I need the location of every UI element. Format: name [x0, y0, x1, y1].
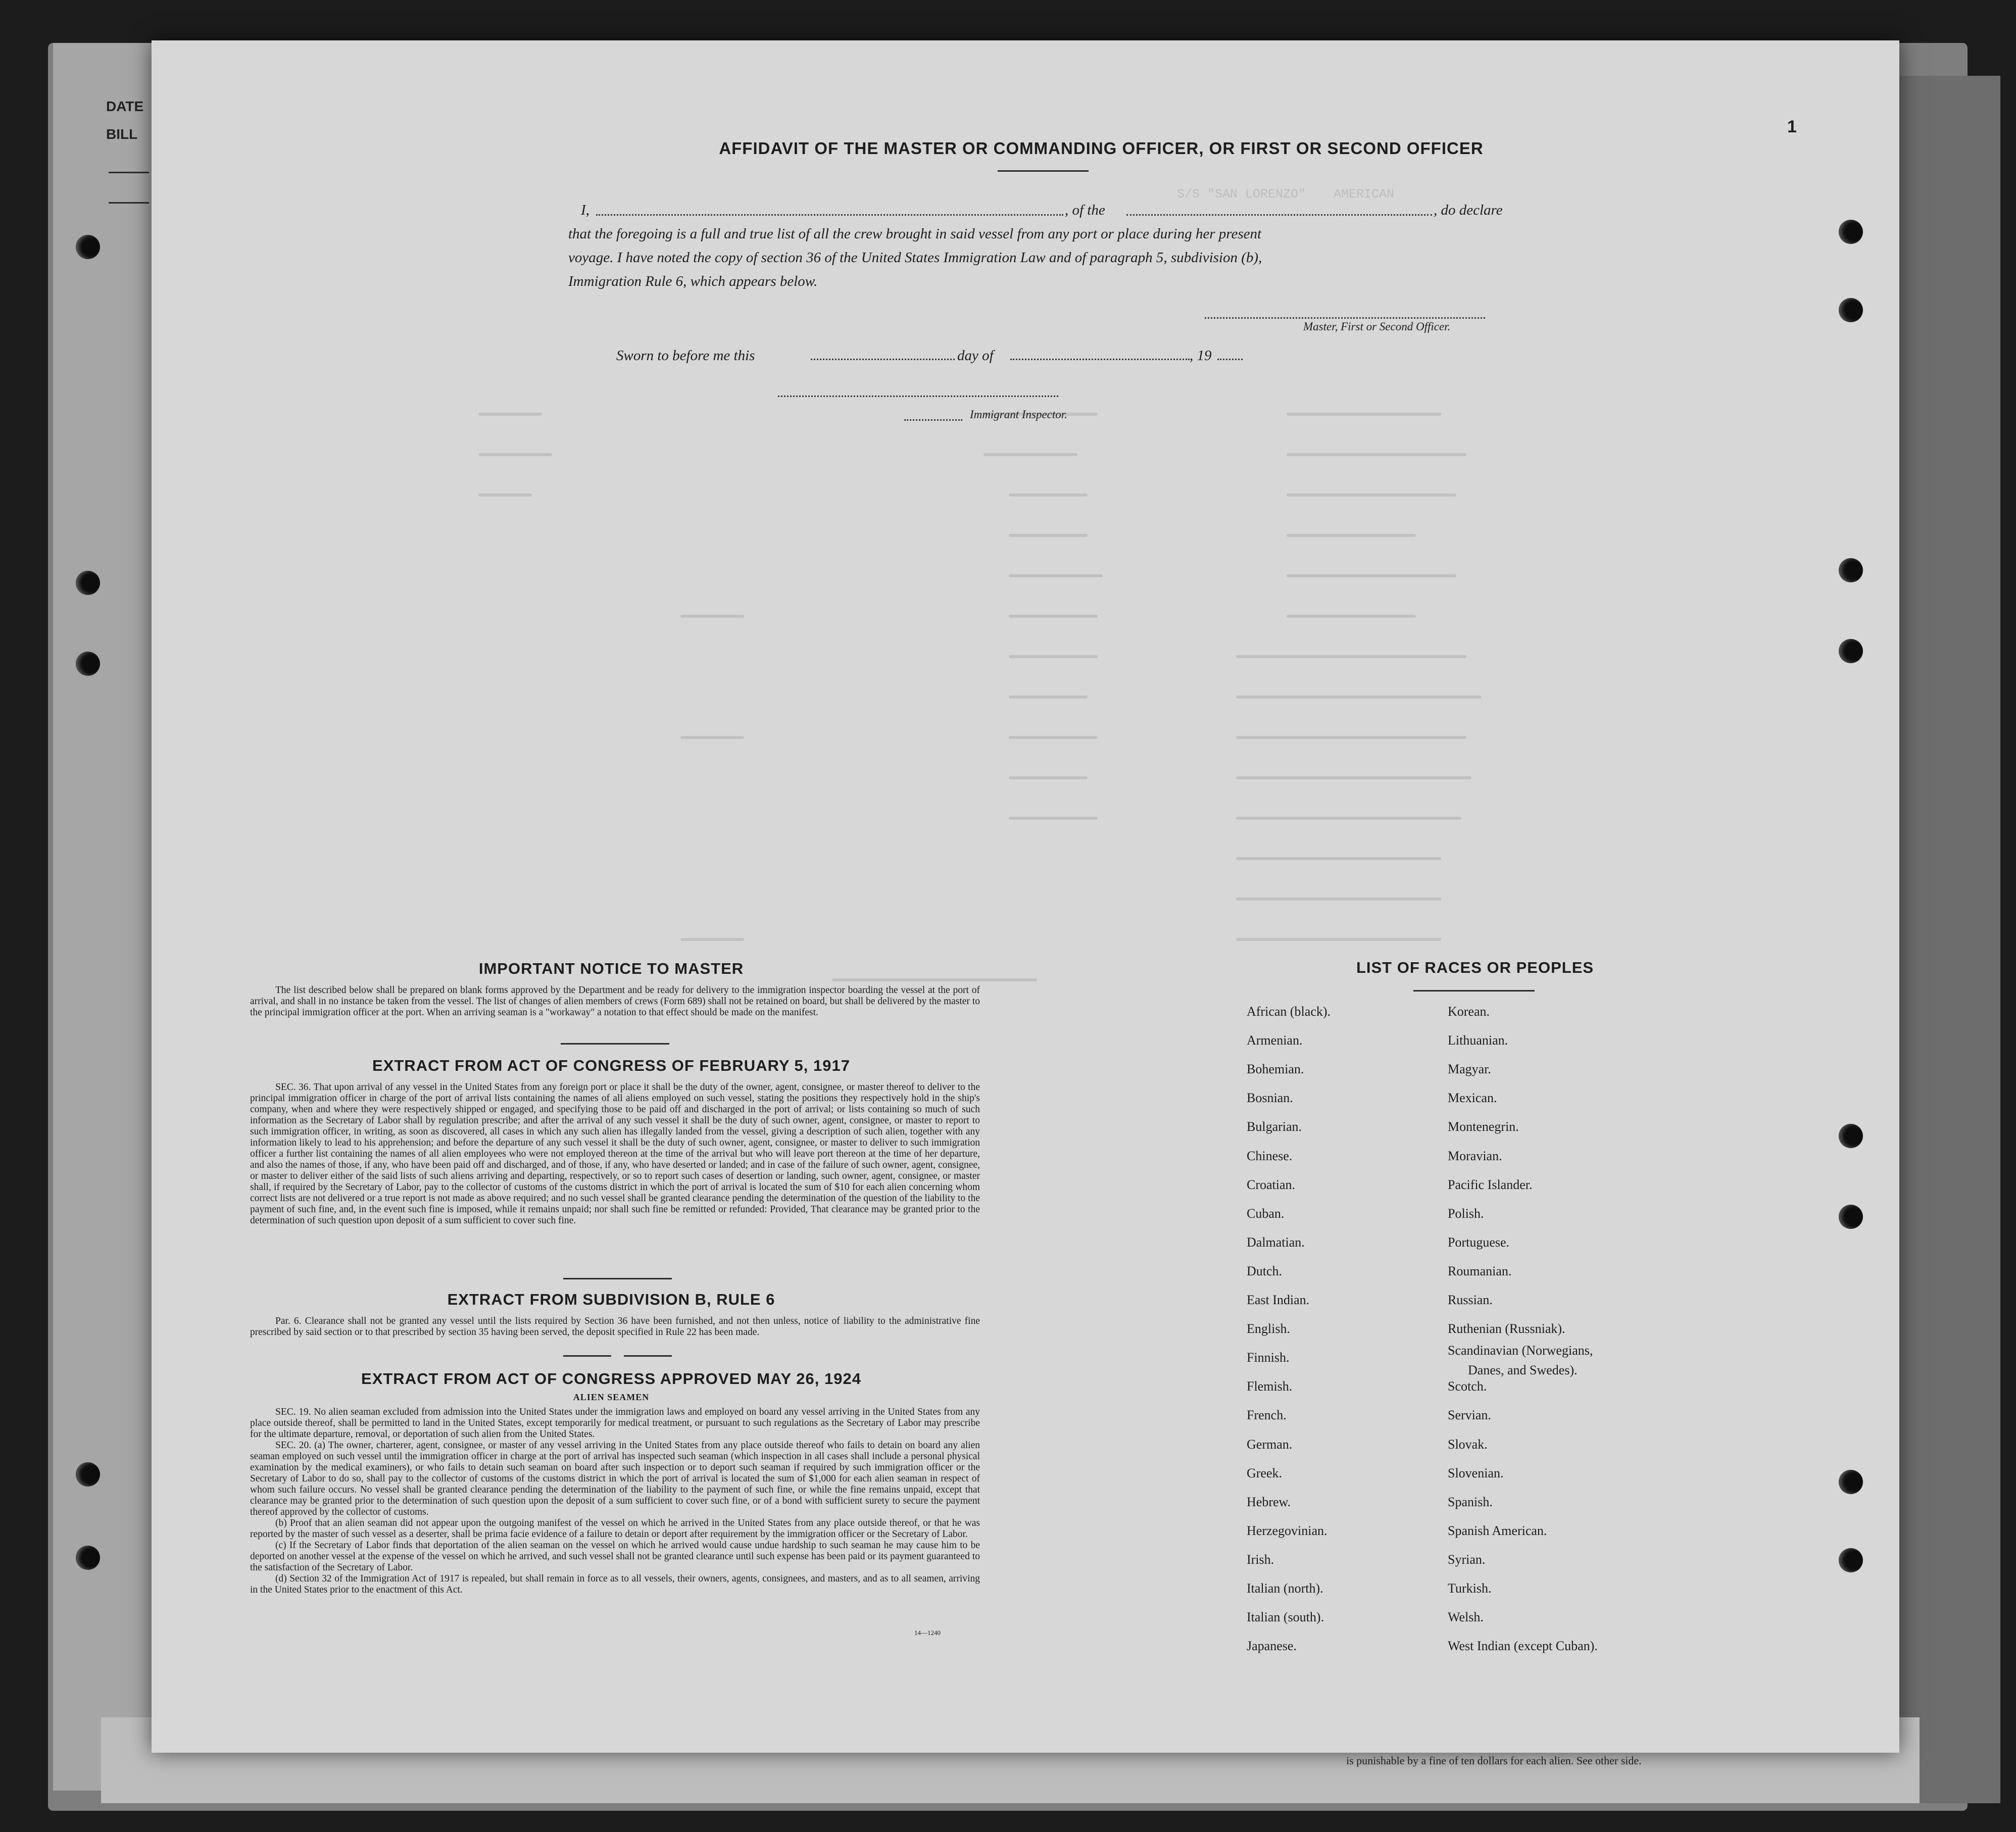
race-item-continuation: Danes, and Swedes). [1468, 1363, 1578, 1378]
binder-hole [76, 235, 100, 259]
race-item: Chinese. [1247, 1148, 1293, 1163]
affidavit-line1-i: I, [581, 202, 589, 218]
binder-hole [1839, 298, 1863, 322]
extract-1917-title: EXTRACT FROM ACT OF CONGRESS OF FEBRUARY 5, 1917 [372, 1057, 850, 1074]
margin-label-bill: BILL [106, 126, 138, 142]
extract-1924-paragraph: (d) Section 32 of the Immigration Act of 1917 is repealed, but shall remain in force as to all vessels, their owners, agents, consignees, and masters, and as to all seamen, arriving in the United States prior to the enactment of this Act. [250, 1573, 980, 1595]
vessel-blank [1126, 214, 1432, 216]
binder-hole [1839, 1548, 1863, 1572]
extract-1924-body [250, 1407, 980, 1596]
sworn-text: Sworn to before me this [616, 348, 755, 364]
inspector-caption: Immigrant Inspector. [970, 408, 1067, 421]
race-item: Slovenian. [1448, 1465, 1504, 1480]
race-item: English. [1247, 1321, 1290, 1336]
sworn-month-blank [1010, 359, 1190, 360]
master-name-blank [596, 214, 1063, 216]
race-item: Syrian. [1448, 1552, 1486, 1567]
race-item: Lithuanian. [1448, 1033, 1508, 1048]
race-item: West Indian (except Cuban). [1448, 1639, 1598, 1654]
race-item: Italian (north). [1247, 1581, 1323, 1596]
race-item: Finnish. [1247, 1350, 1290, 1365]
extract-rule6-title: EXTRACT FROM SUBDIVISION B, RULE 6 [447, 1291, 775, 1308]
extract-1924-paragraph: (c) If the Secretary of Labor finds that deportation of the alien seaman on the vessel on which he arrived would cause undue hardship to such seaman he may cause him to be deported on another vessel at the expense of the vessel on which he arrived, and such vessel shall not be granted clearance until such expense has been paid or its payment guaranteed to the satisfaction of the Secretary of Labor. [250, 1540, 980, 1573]
section-divider [624, 1355, 672, 1357]
vessel-name-stamp: S/S "SAN LORENZO" [1177, 187, 1306, 202]
race-item: German. [1247, 1437, 1293, 1452]
affidavit-line4: Immigration Rule 6, which appears below. [568, 273, 818, 289]
binder-hole [76, 571, 100, 595]
race-item: Pacific Islander. [1448, 1177, 1533, 1192]
extract-rule6-text: Par. 6. Clearance shall not be granted any vessel until the lists required by Section 36 have been furnished, and not then unless, notice of liability to the administrative fine prescribed by said section or to that prescribed by section 35 having been served, the deposit specified in Rule 22 has been made. [250, 1316, 980, 1338]
notice-text: The list described below shall be prepared on blank forms approved by the Department and be ready for delivery to the immigration inspector boarding the vessel at the port of arrival, and shall in no instance be taken from the vessel. The list of changes of alien members of crews (Form 689) shall not be retained on board, but shall be delivered by the master to the principal immigration officer at the port. When an arriving seaman is a "workaway" a notation to that effect should be made on the manifest. [250, 985, 980, 1018]
notice-title: IMPORTANT NOTICE TO MASTER [478, 960, 744, 977]
bottom-note: is punishable by a fine of ten dollars for each alien. See other side. [1346, 1754, 1642, 1767]
race-item: Polish. [1448, 1206, 1484, 1221]
inspector-signature-line [778, 395, 1058, 397]
race-item: Dalmatian. [1247, 1234, 1305, 1250]
race-item: Bosnian. [1247, 1091, 1293, 1106]
race-item: Scandinavian (Norwegians, [1448, 1343, 1593, 1358]
margin-rule [109, 202, 149, 204]
race-item: Portuguese. [1448, 1234, 1510, 1250]
master-signature-line [1205, 317, 1485, 319]
race-item: Russian. [1448, 1293, 1493, 1307]
title-underline [998, 170, 1089, 172]
page-number: 1 [1787, 117, 1797, 136]
race-item: Ruthenian (Russniak). [1448, 1321, 1565, 1336]
affidavit-title: AFFIDAVIT OF THE MASTER OR COMMANDING OFFICER, OR FIRST OR SECOND OFFICER [719, 139, 1484, 158]
master-caption: Master, First or Second Officer. [1303, 320, 1451, 333]
extract-1924-paragraph: SEC. 20. (a) The owner, charterer, agent, consignee, or master of any vessel arriving in the United States from any place outside thereof who fails to detain on board any alien seaman employed on such vessel until the immigration officer in charge at the port of arrival has inspected such seaman (which inspection in all cases shall include a personal physical examination by the medical examiners), or who fails to detain such seaman on board after such inspection or to deport such seaman if required by such immigration officer or the Secretary of Labor to do so, shall pay to the collector of customs of the customs district in which the port of arrival is located the sum of $1,000 for each alien seaman in respect of whom such failure occurs. No vessel shall be granted clearance pending the determination of the liability to the payment of such fine, or while the fine remains unpaid, except that clearance may be granted prior to the determination of such question upon the deposit of a sum sufficient to cover such fine, or of a bond with sufficient surety to secure the payment thereof approved by the collector of customs. [250, 1440, 980, 1517]
binder-strip [53, 43, 164, 1791]
race-item: Scotch. [1448, 1379, 1487, 1394]
binder-hole [76, 1546, 100, 1570]
race-item: Magyar. [1448, 1062, 1491, 1077]
race-item: Hebrew. [1247, 1494, 1291, 1509]
binder-hole [1839, 220, 1863, 244]
nationality-stamp: AMERICAN [1334, 187, 1395, 202]
margin-label-date: DATE [106, 98, 144, 114]
extract-1917-text: SEC. 36. That upon arrival of any vessel in the United States from any foreign port or place it shall be the duty of the owner, agent, consignee, or master thereof to deliver to the principal immigration officer in charge of the port of arrival lists containing the names of all aliens employed on such vessel, stating the positions they respectively hold in the ship's company, when and where they were respectively shipped or engaged, and specifying those to be paid off and discharged in the port of arrival; or lists containing so much of such information as the Secretary of Labor shall by regulation prescribe; and after the arrival of any such vessel it shall be the duty of such owner, agent, consignee, or master to report to such immigration officer, in writing, as soon as discovered, all cases in which any such alien has illegally landed from the vessel, giving a description of such alien, together with any information likely to lead to his apprehension; and before the departure of any such vessel it shall be the duty of such owner, agent, consignee, or master to deliver to such immigration officer a further list containing the names of all alien employees who were not employed thereon at the time of the arrival but who will leave port thereon at the time of her departure, and also the names of those, if any, who have been paid off and discharged, and of those, if any, who have deserted or landed; and in case of the failure of such owner, agent, consignee, or master to deliver either of the said lists of such aliens arriving and departing, respectively, or so to report such cases of desertion or landing, such owner, agent, consignee, or master shall, if required by the Secretary of Labor, pay to the collector of customs of the customs district in which the port of arrival is located the sum of $10 for each alien concerning whom correct lists are not delivered or a true report is not made as above required; and no such vessel shall be granted clearance pending the determination of the question of the liability to the payment of such fine, and, in the event such fine is imposed, while it remains unpaid; nor shall such fine be remitted or refunded: Provided, That clearance may be granted prior to the determination of such question upon deposit of a sum sufficient to cover such fine. [250, 1082, 980, 1226]
race-item: Greek. [1247, 1465, 1283, 1480]
race-item: Turkish. [1448, 1581, 1492, 1596]
race-item: Korean. [1448, 1004, 1490, 1019]
extract-1924-subtitle: ALIEN SEAMEN [573, 1392, 650, 1402]
race-item: Montenegrin. [1448, 1119, 1519, 1134]
extract-1924-paragraph: (b) Proof that an alien seaman did not appear upon the outgoing manifest of the vessel on which he arrived in the United States from any place outside thereof, or that he was reported by the master of such vessel as a deserter, shall be prima facie evidence of a failure to detain or deport after requirement by the immigration officer or the Secretary of Labor. [250, 1518, 980, 1540]
race-item: French. [1247, 1408, 1287, 1423]
race-item: Spanish American. [1448, 1523, 1547, 1538]
race-item: Irish. [1247, 1552, 1274, 1567]
race-item: Welsh. [1448, 1610, 1484, 1625]
title-underline [1413, 990, 1535, 992]
race-item: Mexican. [1448, 1091, 1497, 1106]
races-title: LIST OF RACES OR PEOPLES [1356, 959, 1594, 976]
binder-hole [1839, 1205, 1863, 1229]
race-item: Dutch. [1247, 1263, 1283, 1278]
binder-hole [1839, 639, 1863, 663]
race-item: Cuban. [1247, 1206, 1285, 1221]
section-divider [563, 1355, 611, 1357]
form-code: 14—1240 [914, 1629, 941, 1637]
sworn-day-of: day of [957, 348, 994, 364]
race-item: Slovak. [1448, 1437, 1488, 1452]
binder-hole [76, 652, 100, 676]
section-divider [563, 1278, 672, 1279]
affidavit-line1-declare: , do declare [1434, 202, 1503, 218]
race-item: Servian. [1448, 1408, 1491, 1423]
race-item: Spanish. [1448, 1494, 1493, 1509]
affidavit-line1-of-the: , of the [1065, 202, 1105, 218]
affidavit-line3: voyage. I have noted the copy of section 36 of the United States Immigration Law and of paragraph 5, subdivision (b), [568, 250, 1262, 266]
race-item: Bohemian. [1247, 1062, 1304, 1077]
extract-1924-paragraph: SEC. 19. No alien seaman excluded from admission into the United States under the immigration laws and employed on board any vessel arriving in the United States from any place outside thereof, shall be permitted to land in the United States, except temporarily for medical treatment, or pursuant to such regulations as the Secretary of Labor may prescribe for the ultimate departure, removal, or deportation of such alien from the United States. [250, 1407, 980, 1440]
sworn-year-blank [1217, 359, 1243, 360]
binder-hole [76, 1462, 100, 1487]
race-item: Flemish. [1247, 1379, 1293, 1394]
section-divider [561, 1043, 669, 1045]
race-item: Roumanian. [1448, 1263, 1512, 1278]
race-item: Herzegovinian. [1247, 1523, 1327, 1538]
race-item: East Indian. [1247, 1293, 1310, 1307]
affidavit-line2: that the foregoing is a full and true list of all the crew brought in said vessel from any port or place during her present [568, 226, 1262, 242]
sworn-day-blank [811, 359, 955, 360]
extract-1924-title: EXTRACT FROM ACT OF CONGRESS APPROVED MAY 26, 1924 [361, 1370, 861, 1388]
bleed-through-manifest [328, 399, 1793, 1030]
margin-rule [109, 172, 149, 173]
race-item: Bulgarian. [1247, 1119, 1302, 1134]
binder-hole [1839, 1470, 1863, 1494]
binder-hole [1839, 1124, 1863, 1148]
sworn-year: , 19 [1190, 348, 1212, 364]
race-item: Croatian. [1247, 1177, 1296, 1192]
race-item: Japanese. [1247, 1639, 1297, 1654]
race-item: African (black). [1247, 1004, 1331, 1019]
race-item: Moravian. [1448, 1148, 1502, 1163]
binder-hole [1839, 558, 1863, 582]
race-item: Armenian. [1247, 1033, 1303, 1048]
race-item: Italian (south). [1247, 1610, 1324, 1625]
inspector-short-line [904, 419, 962, 421]
